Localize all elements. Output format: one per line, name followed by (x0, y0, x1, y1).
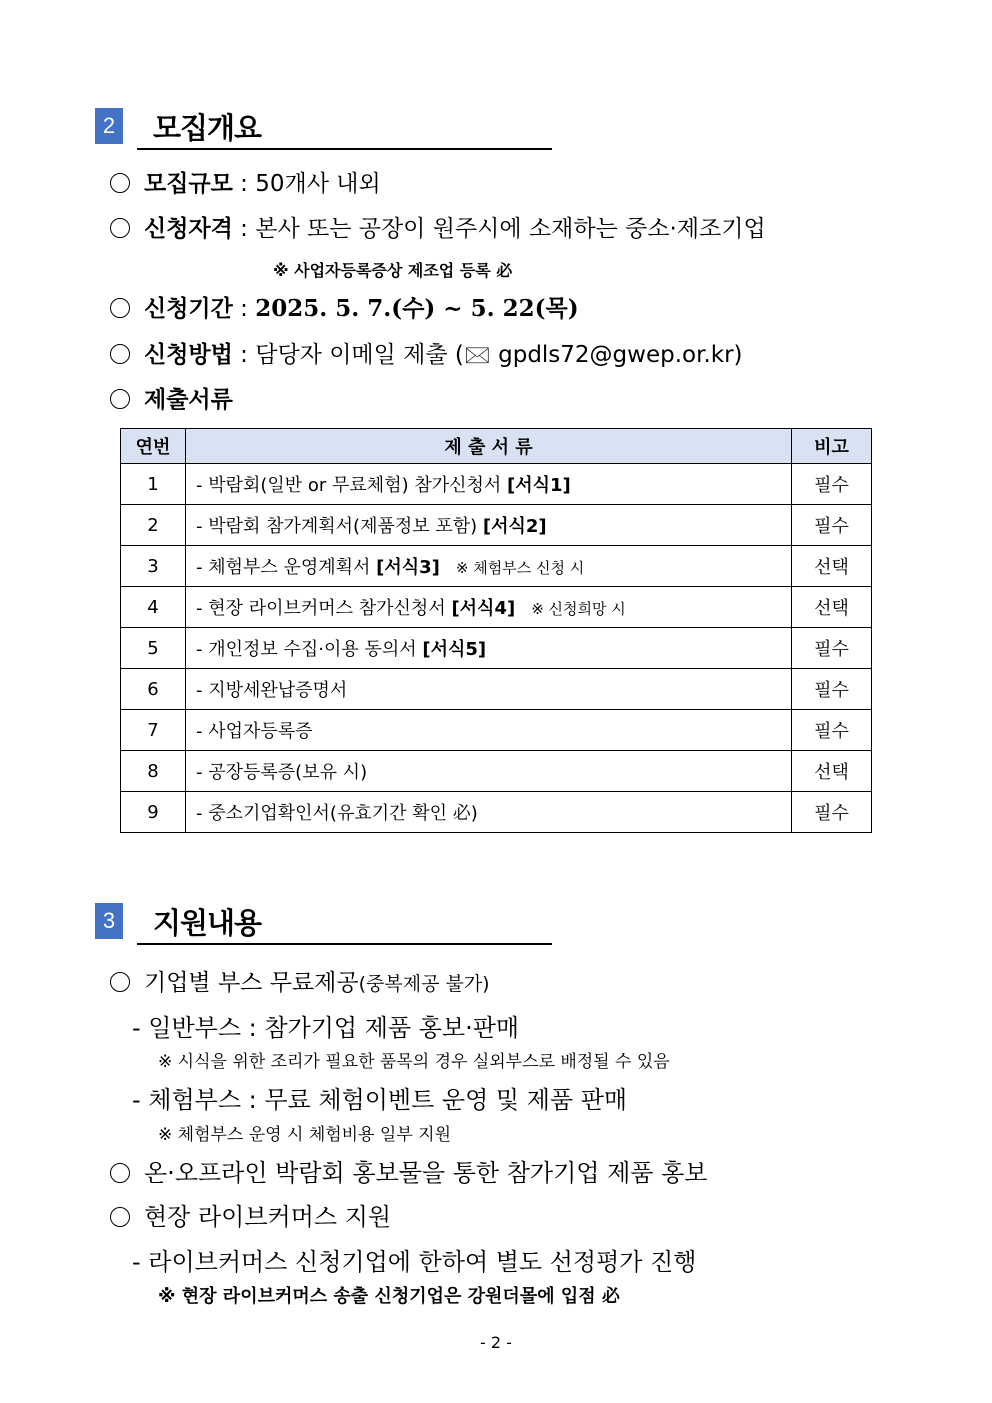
section-title: 모집개요 (153, 111, 262, 145)
circle-bullet-icon (110, 344, 130, 364)
eligibility-note: ※ 사업자등록증상 제조업 등록 必 (273, 261, 513, 280)
col-header-no: 연번 (121, 429, 186, 464)
table-row: 4 - 현장 라이브커머스 참가신청서 [서식4] ※ 신청희망 시 선택 (121, 587, 872, 628)
table-header-row (121, 429, 872, 464)
circle-bullet-icon (110, 173, 130, 193)
live-commerce-item: 현장 라이브커머스 지원 (108, 1197, 391, 1232)
general-booth-item: - 일반부스 : 참가기업 제품 홍보·판매 (132, 1014, 520, 1042)
section-title: 지원내용 (153, 906, 262, 940)
col-header-docs: 제 출 서 류 (186, 429, 792, 464)
table-row: 3 - 체험부스 운영계획서 [서식3] ※ 체험부스 신청 시 선택 (121, 546, 872, 587)
period-item: 신청기간 : 2025. 5. 7.(수) ~ 5. 22(목) (108, 290, 579, 323)
section-number-badge: 2 (95, 108, 123, 144)
eligibility-item: 신청자격 : 본사 또는 공장이 원주시에 소재하는 중소·제조기업 (108, 210, 766, 243)
heading-underline (137, 148, 552, 150)
section-2-heading (95, 108, 555, 152)
heading-underline (137, 943, 552, 945)
table-row: 8 - 공장등록증(보유 시) 선택 (121, 751, 872, 792)
table-row: 1 - 박람회(일반 or 무료체험) 참가신청서 [서식1] 필수 (121, 464, 872, 505)
table-row: 6 - 지방세완납증명서 필수 (121, 669, 872, 710)
circle-bullet-icon (110, 389, 130, 409)
experience-booth-note: ※ 체험부스 운영 시 체험비용 일부 지원 (158, 1125, 451, 1145)
section-number-badge: 3 (95, 903, 123, 939)
live-commerce-sub-item: - 라이브커머스 신청기업에 한하여 별도 선정평가 진행 (132, 1248, 697, 1276)
table-row: 5 - 개인정보 수집·이용 동의서 [서식5] 필수 (121, 628, 872, 669)
circle-bullet-icon (110, 218, 130, 238)
live-commerce-note: ※ 현장 라이브커머스 송출 신청기업은 강원더몰에 입점 必 (158, 1286, 620, 1307)
documents-item: 제출서류 (108, 381, 233, 414)
table-row: 7 - 사업자등록증 필수 (121, 710, 872, 751)
table-row: 2 - 박람회 참가계획서(제품정보 포함) [서식2] 필수 (121, 505, 872, 546)
general-booth-note: ※ 시식을 위한 조리가 필요한 품목의 경우 실외부스로 배정될 수 있음 (158, 1052, 670, 1072)
documents-table (120, 428, 872, 833)
circle-bullet-icon (110, 972, 130, 992)
table-row: 9 - 중소기업확인서(유효기간 확인 必) 필수 (121, 792, 872, 833)
recruit-scale-item: 모집규모 : 50개사 내외 (108, 165, 381, 198)
booth-item: 기업별 부스 무료제공(중복제공 불가) (108, 964, 490, 997)
col-header-remark: 비고 (792, 429, 872, 464)
circle-bullet-icon (110, 298, 130, 318)
experience-booth-item: - 체험부스 : 무료 체험이벤트 운영 및 제품 판매 (132, 1086, 628, 1114)
promotion-item: 온·오프라인 박람회 홍보물을 통한 참가기업 제품 홍보 (108, 1153, 707, 1188)
circle-bullet-icon (110, 1163, 130, 1183)
method-item: 신청방법 : 담당자 이메일 제출 (🖂 gpdls72@gwep.or.kr) (108, 336, 743, 377)
section-3-heading (95, 903, 555, 947)
page-number: - 2 - (480, 1333, 512, 1352)
circle-bullet-icon (110, 1207, 130, 1227)
